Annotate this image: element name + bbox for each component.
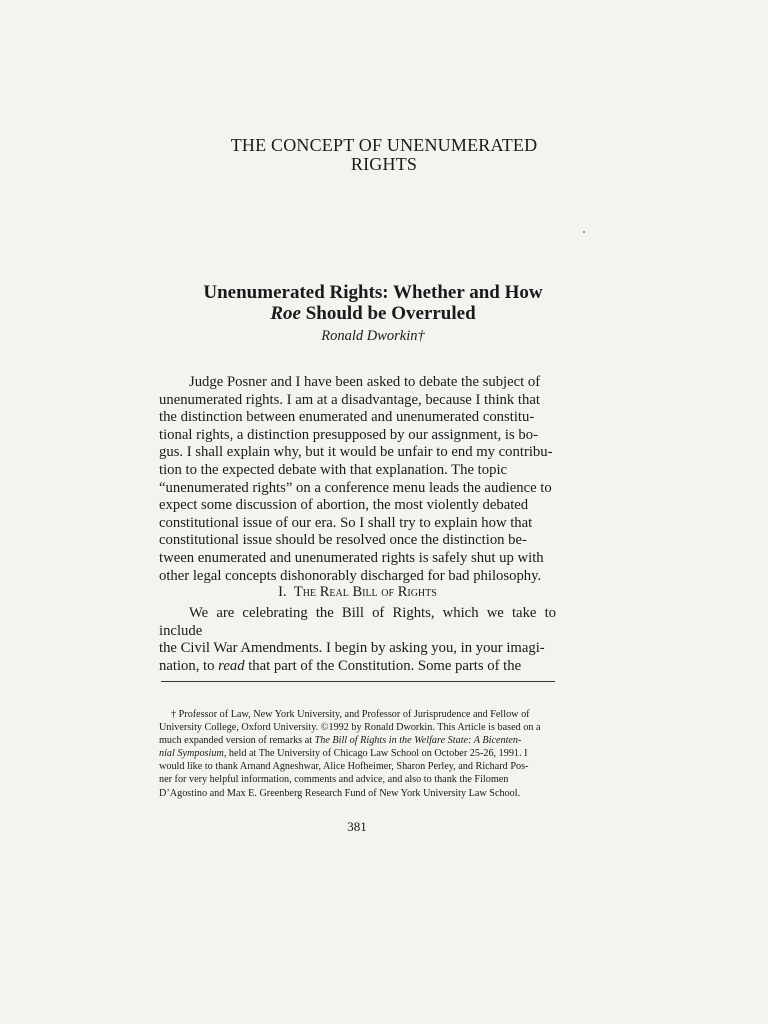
symposium-title-line-2: RIGHTS [350, 154, 418, 174]
footnote-text-italic: The Bill of Rights in the Welfare State: A Bicenten- nial Symposium [159, 735, 522, 760]
article-title-case-name: Roe [270, 303, 301, 324]
footnote [159, 708, 556, 800]
section-heading [159, 583, 556, 601]
article-title-line-2-rest: Should be Overruled [300, 303, 476, 324]
footnote-text-a: Professor of Law, New York University, and Professor of Jurisprudence and Fellow of University College, Oxford University. ©1992 by Ronald Dworkin. This Article is based on a much expanded version of remarks at [159, 709, 541, 747]
author-byline [0, 327, 746, 345]
author-name: Ronald Dworkin [321, 328, 418, 344]
article-title [0, 282, 746, 324]
section-title: The Real Bill of Rights [293, 584, 437, 600]
footnote-divider [161, 681, 555, 682]
symposium-title-line-1: THE CONCEPT OF UNENUMERATED [230, 135, 538, 155]
symposium-title [0, 136, 768, 174]
article-title-line-2 [0, 303, 746, 324]
author-footnote-mark: † [417, 328, 425, 344]
page-number: 381 [347, 819, 367, 834]
article-title-line-1: Unenumerated Rights: Whether and How [203, 282, 543, 303]
footnote-mark: † [171, 709, 177, 720]
footnote-text-b: , held at The University of Chicago Law School on October 25-26, 1991. I would like to thank Arnand Agneshwar, Alice Hofheimer, Sharon Perley, and Richard Pos- ner for very helpful information, comments and advice, and also to thank the Filomen D’Agostino and Max E. Greenberg Research Fund of New York University Law School. [159, 748, 529, 799]
section-number: I. [278, 584, 287, 600]
body-paragraph-2-text-b: that part of the Constitution. Some parts of the [244, 657, 522, 674]
body-paragraph-2-text-a: We are celebrating the Bill of Rights, which we take to include the Civil War Amendments. I begin by asking you, in your imagi- nation, to [159, 605, 556, 674]
body-paragraph-2 [159, 605, 556, 675]
scan-speck [583, 231, 585, 233]
body-paragraph-1: Judge Posner and I have been asked to debate the subject of unenumerated rights. I am at a disadvantage, because I think that the distinction between enumerated and unenumerated constitu- tional rights, a distinction presupposed by our assignment, is bo- gus. I shall explain why, but it would be unfair to end my contribu- tion to the expected debate with that explanation. The topic “unenumerated rights” on a conference menu leads the audience to expect some discussion of abortion, the most violently debated constitutional issue of our era. So I shall try to explain how that constitutional issue should be resolved once the distinction be- tween enumerated and unenumerated rights is safely shut up with other legal concepts dishonorably discharged for bad philosophy. [159, 374, 553, 584]
body-paragraph-2-italic: read [218, 657, 245, 674]
